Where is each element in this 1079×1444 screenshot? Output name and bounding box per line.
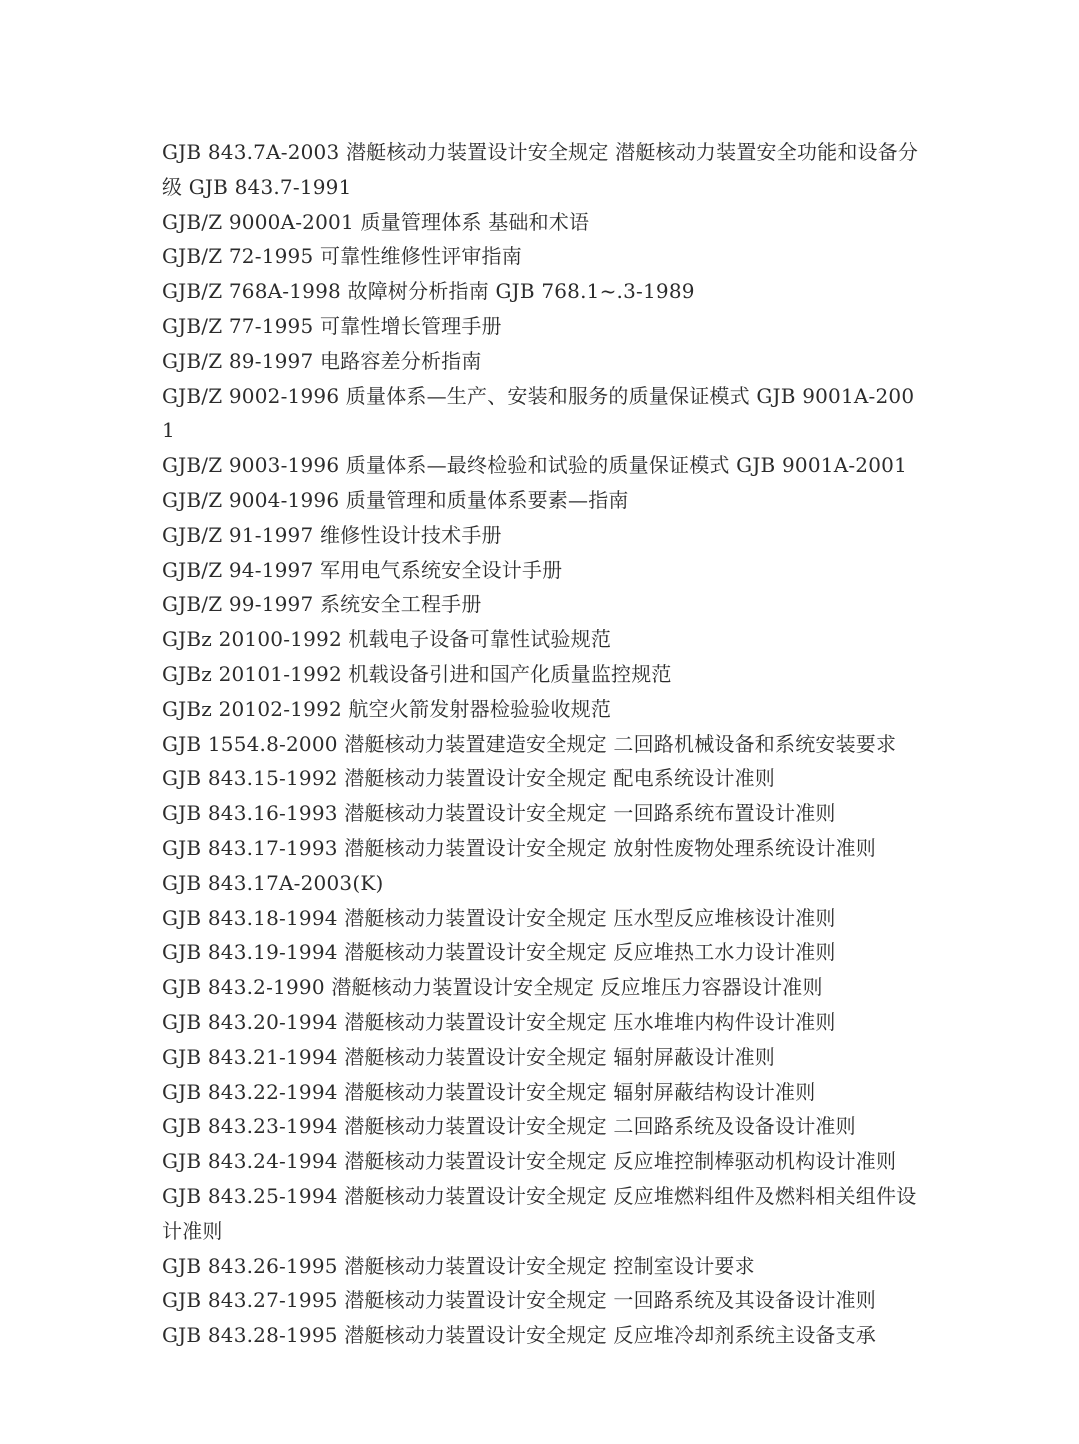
- standard-entry: GJB/Z 768A-1998 故障树分析指南 GJB 768.1~.3-1989: [162, 279, 695, 304]
- standard-entry: GJB 843.27-1995 潜艇核动力装置设计安全规定 一回路系统及其设备设计准则: [162, 1288, 876, 1313]
- standard-entry: GJB 843.22-1994 潜艇核动力装置设计安全规定 辐射屏蔽结构设计准则: [162, 1079, 816, 1104]
- standard-entry: GJB/Z 91-1997 维修性设计技术手册: [162, 522, 502, 547]
- standard-entry: GJBz 20101-1992 机载设备引进和国产化质量监控规范: [162, 661, 672, 686]
- standard-entry: GJB/Z 9003-1996 质量体系—最终检验和试验的质量保证模式 GJB 9001A-2001: [162, 453, 907, 478]
- standard-entry: GJBz 20102-1992 航空火箭发射器检验验收规范: [162, 696, 612, 721]
- standard-entry: GJB 843.25-1994 潜艇核动力装置设计安全规定 反应堆燃料组件及燃料相关组件设计准则: [162, 1183, 917, 1243]
- standard-entry: GJB/Z 77-1995 可靠性增长管理手册: [162, 313, 502, 338]
- standard-entry: GJB/Z 99-1997 系统安全工程手册: [162, 592, 482, 617]
- standard-entry: GJB/Z 9004-1996 质量管理和质量体系要素—指南: [162, 487, 629, 512]
- standards-list: [162, 135, 922, 1353]
- standard-entry: GJB 843.2-1990 潜艇核动力装置设计安全规定 反应堆压力容器设计准则: [162, 975, 823, 1000]
- standard-entry: GJB/Z 72-1995 可靠性维修性评审指南: [162, 244, 522, 269]
- standard-entry: GJB 843.15-1992 潜艇核动力装置设计安全规定 配电系统设计准则: [162, 766, 775, 791]
- standard-entry: GJB/Z 9000A-2001 质量管理体系 基础和术语: [162, 209, 590, 234]
- standard-entry: GJB 843.28-1995 潜艇核动力装置设计安全规定 反应堆冷却剂系统主设备支承: [162, 1323, 876, 1348]
- standard-entry: GJB 843.26-1995 潜艇核动力装置设计安全规定 控制室设计要求: [162, 1253, 755, 1278]
- standard-entry: GJB/Z 94-1997 军用电气系统安全设计手册: [162, 557, 563, 582]
- standard-entry: GJB 843.19-1994 潜艇核动力装置设计安全规定 反应堆热工水力设计准则: [162, 940, 836, 965]
- standard-entry: GJB 843.21-1994 潜艇核动力装置设计安全规定 辐射屏蔽设计准则: [162, 1044, 775, 1069]
- standard-entry: GJB 843.17A-2003(K): [162, 870, 384, 895]
- standard-entry: GJB 843.20-1994 潜艇核动力装置设计安全规定 压水堆堆内构件设计准则: [162, 1009, 836, 1034]
- standard-entry: GJB 843.18-1994 潜艇核动力装置设计安全规定 压水型反应堆核设计准则: [162, 905, 836, 930]
- standard-entry: GJB/Z 9002-1996 质量体系—生产、安装和服务的质量保证模式 GJB 9001A-2001: [162, 383, 915, 443]
- standard-entry: GJB 843.23-1994 潜艇核动力装置设计安全规定 二回路系统及设备设计准则: [162, 1114, 856, 1139]
- standard-entry: GJB 843.17-1993 潜艇核动力装置设计安全规定 放射性废物处理系统设计准则: [162, 835, 876, 860]
- standard-entry: GJB 1554.8-2000 潜艇核动力装置建造安全规定 二回路机械设备和系统安装要求: [162, 731, 897, 756]
- standard-entry: GJB/Z 89-1997 电路容差分析指南: [162, 348, 482, 373]
- standard-entry: GJBz 20100-1992 机载电子设备可靠性试验规范: [162, 627, 612, 652]
- standard-entry: GJB 843.16-1993 潜艇核动力装置设计安全规定 一回路系统布置设计准则: [162, 801, 836, 826]
- standard-entry: GJB 843.24-1994 潜艇核动力装置设计安全规定 反应堆控制棒驱动机构设计准则: [162, 1149, 897, 1174]
- standard-entry: GJB 843.7A-2003 潜艇核动力装置设计安全规定 潜艇核动力装置安全功能和设备分级 GJB 843.7-1991: [162, 140, 919, 199]
